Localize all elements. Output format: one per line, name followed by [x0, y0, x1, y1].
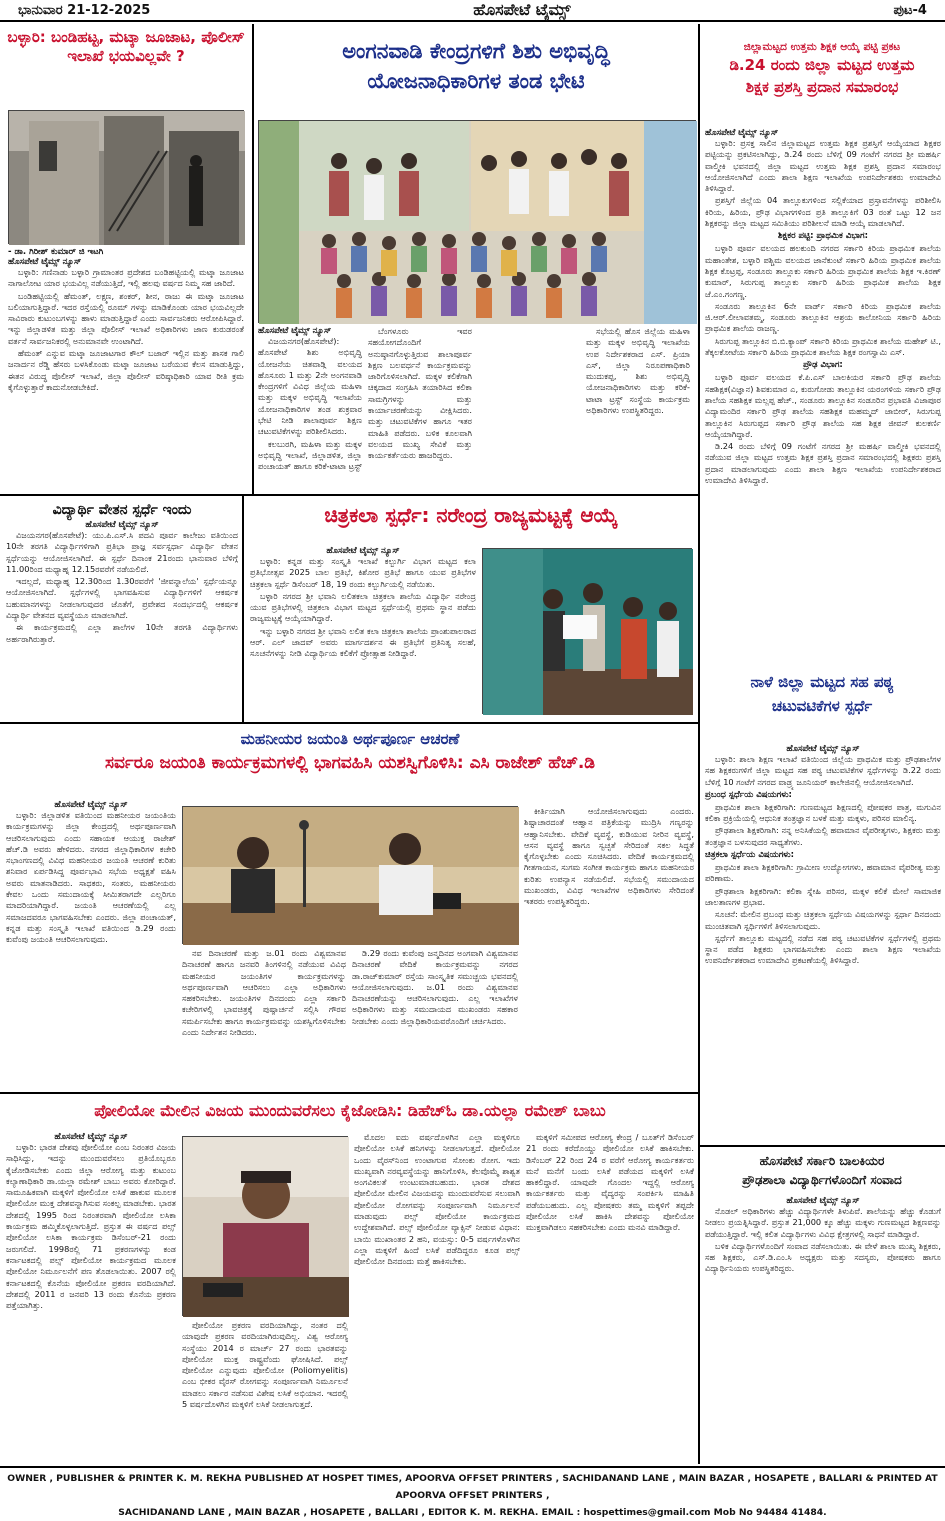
paragraph: ಸ್ಪರ್ಧೆಗೆ ತಾಲ್ಲೂಕು ಮಟ್ಟದಲ್ಲಿ ನಡೆದ ಸಹ ಪಠ್ಯ ಚಟುವಟಿಕೆಗಳ ಸ್ಪರ್ಧೆಗಳಲ್ಲಿ ಪ್ರಥಮ ಸ್ಥಾನ ಪಡೆದ ಶಿಕ್ಷಕರು ಭಾಗವಹಿಸಬೇಕು ಎಂದು ಶಾಲಾ ಶಿಕ್ಷಣ ಇಲಾಖೆಯ ಉಪನಿರ್ದೇಶಕರಾದ ಉಮಾದೇವಿ ಪ್ರಕಟಣೆಯಲ್ಲಿ ತಿಳಿಸಿದ್ದಾರೆ.: [705, 932, 941, 966]
scholarship-byline: ಹೊಸಪೇಟೆ ಟೈಮ್ಸ್ ನ್ಯೂಸ್: [85, 520, 159, 530]
paragraph: ಬಳ್ಳಾರಿ: ಶಾಲಾ ಶಿಕ್ಷಣ ಇಲಾಖೆ ವತಿಯಿಂದ ಜಿಲ್ಲೆಯ ಪ್ರಾಥಮಿಕ ಮತ್ತು ಪ್ರೌಢಶಾಲೆಗಳ ಸಹ ಶಿಕ್ಷಕರುಗಳಿಗೆ ಜಿಲ್ಲಾ ಮಟ್ಟದ ಸಹ ಪಠ್ಯ ಚಟುವಟಿಕೆಗಳ ಸ್ಪರ್ಧೆಗಳನ್ನು ಡಿ.22 ರಂದು ಬೆಳಿಗ್ಗೆ 10 ಗಂಟೆಗೆ ನಗರದ ವಾಡ್ರ್ಯ ಜೂನಿಯರ್ ಕಾಲೇಜಿನಲ್ಲಿ ಆಯೋಜಿಸಲಾಗಿದೆ.: [705, 754, 941, 787]
paragraph: ಪ್ರೌಢಶಾಲಾ ಶಿಕ್ಷಕರಿಗಾಗಿ: ನನ್ನ ಅನಿಸಿಕೆಯಲ್ಲಿ ಹವಾಮಾನ ವೈಪರೀತ್ಯಗಳು, ಶಿಕ್ಷಕರು ಮತ್ತು ತಂತ್ರಜ್ಞಾನ ಬಳಸುವುದರ ಸಾಧ್ಯತೆಗಳು.: [705, 825, 941, 847]
teacher-kicker: ಜಿಲ್ಲಾಮಟ್ಟದ ಉತ್ತಮ ಶಿಕ್ಷಕ ಆಯ್ಕೆ ಪಟ್ಟಿ ಪ್ರಕಟ: [743, 41, 901, 53]
paragraph: ಬಂಡಿಹಟ್ಟಿಯಲ್ಲಿ ಹೆಮಂತ್, ಲಕ್ಷ್ಮಣ, ಶಂಕರ್, ಶೀನ, ರಾಜು ಈ ಮಟ್ಕಾ ಜೂಜಾಟ ಬಲಿಯಾಗುತ್ತಿದ್ದಾರೆ. ಇದರ ರಸ್ತೆಯಲ್ಲಿ ರೂಮ್ ಗಳನ್ನು ಮಾಡಿಕೊಂಡು ಯಾರ ಭಯವಿಲ್ಲದೇ ಸಾವಿರಾರು ಕುಟುಂಬಗಳನ್ನು ಹಾಳು ಮಾಡುತ್ತಿದ್ದಾರೆ ಎಂದು ಸಾರ್ವಜನಿಕರು ಆರೋಪಿಸಿದ್ದಾರೆ. ಇನ್ನು ಜಿಲ್ಲಾಡಳಿತ ಮತ್ತು ಜಿಲ್ಲಾ ಪೊಲೀಸ್ ಇಲಾಖೆ ಅಧಿಕಾರಿಗಳು ಜಾಣ ಕುರುಡರಂತೆ ವರ್ತನೆ ಸಾರ್ವಜನಿಕರಲ್ಲಿ ಅನುಮಾನವೇ ಉಂಟಾಗಿದೆ.: [8, 290, 244, 346]
headline-line: ಅಂಗನವಾಡಿ ಕೇಂದ್ರಗಳಿಗೆ ಶಿಶು ಅಭಿವೃದ್ಧಿ: [342, 39, 610, 63]
paragraph: ಈ ಕಾರ್ಯಕ್ರಮದಲ್ಲಿ ಎಲ್ಲಾ ಶಾಲೆಗಳ 10ನೇ ತರಗತಿ ವಿದ್ಯಾರ್ಥಿಗಳು ಅರ್ಹರಾಗಿರುತ್ತಾರೆ.: [6, 622, 238, 644]
matka-body: [8, 267, 244, 393]
imprint-footer: [0, 1466, 945, 1518]
polio-col2: [182, 1320, 348, 1411]
paragraph: ಡಿ.29 ರಂದು ಕುವೆಂಪು ಜನ್ಮದಿನದ ಅಂಗವಾಗಿ ವಿಶ್ವಮಾನವ ದಿನಾಚರಣೆ ವೇದಿಕೆ ಕಾರ್ಯಕ್ರಮವನ್ನು ನಗರದ ಡಾ.ರಾಜ್‌ಕುಮಾರ್ ರಸ್ತೆಯ ಸಾಂಸ್ಕೃತಿಕ ಸಮುಚ್ಚಯ ಭವನದಲ್ಲಿ ಆಯೋಜಿಸಲಾಗುವುದು. ಜ.01 ರಂದು ವಿಶ್ವಮಾನವ ದಿನಾಚರಣೆಯನ್ನು ಆಚರಿಸಲಾಗುವುದು. ಎಲ್ಲ ಇಲಾಖೆಗಳ ಅಧಿಕಾರಿಗಳು ಮತ್ತು ಸಮುದಾಯದ ಮುಖಂಡರು ಸಹಕಾರ ನೀಡಬೇಕು ಎಂದು ಜಿಲ್ಲಾಧಿಕಾರಿಯವರೊಂದಿಗೆ ಚರ್ಚಿಸಿದರು.: [352, 948, 518, 1026]
column-rule: [252, 24, 254, 494]
group-photo: [259, 121, 697, 324]
co-curricular-header: [702, 670, 942, 718]
headline-line: ನಾಳೆ ಜಿಲ್ಲಾ ಮಟ್ಟದ ಸಹ ಪಠ್ಯ: [750, 673, 894, 691]
polio-photo: [182, 1136, 348, 1316]
building-photo: [9, 111, 245, 245]
art-award-photo: [482, 548, 692, 714]
subheading: ಪ್ರಬಂಧ ಸ್ಪರ್ಧೆಯ ವಿಷಯಗಳು:: [705, 789, 792, 800]
jayanti-kicker: ಮಹನೀಯರ ಜಯಂತಿ ಅರ್ಥಪೂರ್ಣ ಆಚರಣೆ: [240, 730, 460, 748]
subheading: ಪ್ರೌಢ ವಿಭಾಗ:: [803, 360, 843, 371]
jayanti-col3: [352, 948, 518, 1028]
matka-photo: [8, 110, 244, 244]
photo-credit: - ಡಾ. ಗಿರೀಶ್ ಕುಮಾರ್ ಜಿ ಇಟಗಿ: [8, 247, 104, 257]
headline-line: ಹೊಸಪೇಟೆ ಸರ್ಕಾರಿ ಬಾಲಕಿಯರ: [759, 1154, 885, 1168]
paragraph: ಸಂಡೂರು ತಾಲ್ಲೂಕಿನ 6ನೇ ವಾರ್ಡ್ ಸರ್ಕಾರಿ ಕಿರಿಯ ಪ್ರಾಥಮಿಕ ಶಾಲೆಯ ಜಿ.ಆರ್.ಲೀಲಾವತಮ್ಮ, ಸಂಡೂರು ತಾಲ್ಲೂಕಿನ ಆಶ್ರಯ ಕಾಲೋನಿಯ ಸರ್ಕಾರಿ ಹಿರಿಯ ಪ್ರಾಥಮಿಕ ಶಾಲೆಯ ರಾಜಣ್ಣ.: [705, 300, 941, 334]
girls-school-header: [702, 1152, 942, 1190]
column-rule: [242, 494, 244, 722]
section-rule: [0, 1092, 698, 1094]
headline-line: ಶಿಕ್ಷಕ ಪ್ರಶಸ್ತಿ ಪ್ರದಾನ ಸಮಾರಂಭ: [745, 78, 899, 96]
polio-headline: ಪೋಲಿಯೋ ಮೇಲಿನ ವಿಜಯ ಮುಂದುವರೆಸಲು ಕೈಜೋಡಿಸಿ: ಡಿಹೆಚ್‌ಓ ಡಾ.ಯಲ್ಲಾ ರಮೇಶ್ ಬಾಬು: [94, 1101, 606, 1120]
paragraph: ಬಳ್ಳಾರಿ ನಗರದ ಶ್ರೀ ಭವಾನಿ ಲಲಿತಕಲಾ ಚಿತ್ರಕಲಾ ಶಾಲೆಯ ವಿದ್ಯಾರ್ಥಿ ನರೇಂದ್ರ ಯುವ ಪ್ರತಿಭೆಗಳಲ್ಲಿ ಚಿತ್ರಕಲಾ ವಿಭಾಗ ಮಟ್ಟದ ಸ್ಪರ್ಧೆಯಲ್ಲಿ ಪ್ರಥಮ ಸ್ಥಾನ ಪಡೆದು ರಾಜ್ಯಮಟ್ಟಕ್ಕೆ ಆಯ್ಕೆಯಾಗಿದ್ದಾರೆ.: [250, 590, 476, 624]
headline-line: ಚಟುವಟಿಕೆಗಳ ಸ್ಪರ್ಧೆ: [771, 697, 873, 715]
matka-headline: ಬಳ್ಳಾರಿ: ಬಂಡಿಹಟ್ಟ, ಮಟ್ಕಾ ಜೂಜಾಟ, ಪೊಲೀಸ್ ಇಲಾಖೆ ಭಯವಿಲ್ಲವೇ ?: [7, 28, 245, 65]
paragraph: ನವ ದಿನಾಚರಣೆ ಮತ್ತು ಜ.01 ರಂದು ವಿಶ್ವಮಾನವ ದಿನಾಚರಣೆ ಹಾಗೂ ಜನವರಿ ತಿಂಗಳಿನಲ್ಲಿ ನಡೆಯುವ ವಿವಿಧ ಮಹನೀಯರ ಜಯಂತಿಗಳ ಕಾರ್ಯಕ್ರಮಗಳನ್ನು ಅರ್ಥಪೂರ್ಣವಾಗಿ ಆಚರಿಸಲು ಎಲ್ಲಾ ಅಧಿಕಾರಿಗಳು ಸಹಕರಿಸಬೇಕು. ಜಯಂತಿಗಳ ದಿನದಂದು ಎಲ್ಲಾ ಸರ್ಕಾರಿ ಕಚೇರಿಗಳಲ್ಲಿ ಭಾವಚಿತ್ರಕ್ಕೆ ಪುಷ್ಪಾರ್ಚನೆ ಸಲ್ಲಿಸಿ ಗೌರವ ಸಮರ್ಪಿಸಬೇಕು ಹಾಗೂ ಕಾರ್ಯಕ್ರಮವನ್ನು ಯಶಸ್ವಿಗೊಳಿಸಬೇಕು ಎಂದು ನಿರ್ದೇಶನ ನೀಡಿದರು.: [182, 948, 346, 1038]
paragraph: ನೊಡಲ್ ಅಧಿಕಾರಿಗಳು ಹೆಚ್ಚು ವಿದ್ಯಾರ್ಥಿಗಳೇ ತಿಳುಪಿವೆ. ಶಾಲೆಯನ್ನು ಹೆಚ್ಚು ಕೊಡುಗೆ ನೀಡಲು ಪ್ರಯತ್ನಿಸಿದ್ದಾರೆ. ಪ್ರಸ್ತುತ 21,000 ಕ್ಕೂ ಹೆಚ್ಚು ಮಕ್ಕಳು ಗುಣಮಟ್ಟದ ಶಿಕ್ಷಣವನ್ನು ಪಡೆಯುತ್ತಿದ್ದಾರೆ. ಇಲ್ಲಿ ಕಲಿತ ವಿದ್ಯಾರ್ಥಿಗಳು ವಿವಿಧ ಕ್ಷೇತ್ರಗಳಲ್ಲಿ ಸಾಧನೆ ಮಾಡಿದ್ದಾರೆ.: [705, 1206, 941, 1239]
meeting-photo: [183, 807, 519, 945]
paragraph: ಬಳ್ಳಾರಿ: ಜಿಲ್ಲಾಡಳಿತ ವತಿಯಿಂದ ಮಹನೀಯರ ಜಯಂತಿಯ ಕಾರ್ಯಕ್ರಮಗಳನ್ನು ಜಿಲ್ಲಾ ಕೇಂದ್ರದಲ್ಲಿ ಅರ್ಥಪೂರ್ಣವಾಗಿ ಆಚರಿಸಲಾಗುವುದು ಎಂದು ಸಹಾಯಕ ಆಯುಕ್ತ ರಾಜೇಶ್ ಹೆಚ್.ಡಿ ಅವರು ಹೇಳಿದರು. ನಗರದ ಜಿಲ್ಲಾಧಿಕಾರಿಗಳ ಕಚೇರಿ ಸಭಾಂಗಣದಲ್ಲಿ ವಿವಿಧ ಮಹನೀಯರ ಜಯಂತಿ ಆಚರಣೆ ಕುರಿತು ಶನಿವಾರ ಏರ್ಪಡಿಸಿದ್ದ ಪೂರ್ವಭಾವಿ ಸಭೆಯ ಅಧ್ಯಕ್ಷತೆ ವಹಿಸಿ ಅವರು ಮಾತನಾಡಿದರು. ಸಾಧಕರು, ಸಂತರು, ಮಹನೀಯರು ಕೇವಲ ಒಂದು ಸಮುದಾಯಕ್ಕೆ ಸೀಮಿತರಾಗದೇ ಎಲ್ಲರಿಗೂ ಮಾದರಿಯಾಗಿದ್ದಾರೆ. ಜಯಂತಿ ಆಚರಣೆಯಲ್ಲಿ ಎಲ್ಲ ಸಮಾಜದವರೂ ಭಾಗವಹಿಸಬೇಕು ಎಂದರು. ಜಿಲ್ಲಾ ಪಂಚಾಯತ್, ಕನ್ನಡ ಮತ್ತು ಸಂಸ್ಕೃತಿ ಇಲಾಖೆ ವತಿಯಿಂದ ಡಿ.29 ರಂದು ಕುವೆಂಪು ಜಯಂತಿ ಆಚರಿಸಲಾಗುವುದು.: [6, 810, 176, 945]
imprint-line: SACHIDANAND LANE , MAIN BAZAR , HOSAPETE , BALLARI , EDITOR K. M. REKHA. EMAIL : hospettimes@gmail.com Mob No 94484 41484.: [118, 1507, 827, 1518]
column-rule: [698, 24, 700, 1464]
masthead: [0, 0, 945, 22]
paragraph: ಸಿರುಗುಪ್ಪ ತಾಲ್ಲೂಕಿನ ಬಿ.ಬಿ.ಕ್ಯಾಂಪ್ ಸರ್ಕಾರಿ ಕಿರಿಯ ಪ್ರಾಥಮಿಕ ಶಾಲೆಯ ಮಹೇಶ್ ಟಿ., ತೆಕ್ಕಲಕೋಟೆಯ ಸರ್ಕಾರಿ ಹಿರಿಯ ಪ್ರಾಥಮಿಕ ಶಾಲೆಯ ಶಿಕ್ಷಕ ರಂಗಸ್ವಾಮಿ ಎಸ್.: [705, 335, 941, 358]
girls-school-body: [705, 1196, 941, 1276]
paragraph: ವಿಜಯನಗರ(ಹೊಸಪೇಟೆ): ಯು.ಪಿ.ಎಸ್.ಸಿ ಪದವಿ ಪೂರ್ವ ಕಾಲೇಜು ವತಿಯಿಂದ 10ನೇ ತರಗತಿ ವಿದ್ಯಾರ್ಥಿಗಳಿಗಾಗಿ ಪ್ರತಿಭಾ ಪ್ರಾಜ್ಞ ಸರ್ವಸ್ಪರ್ಧಾ ವಿದ್ಯಾರ್ಥಿ ವೇತನ ಸ್ಪರ್ಧೆಯನ್ನು ಆಯೋಜಿಸಲಾಗಿದೆ. ಈ ಸ್ಪರ್ಧೆ ದಿನಾಂಕ 21ರಂದು ಭಾನುವಾರ ಬೆಳಿಗ್ಗೆ 11.00ರಿಂದ ಮಧ್ಯಾಹ್ನ 12.15ರವರೆಗೆ ನಡೆಯಲಿದೆ.: [6, 530, 238, 574]
teacher-award-header: [702, 40, 942, 98]
anganwadi-body: [258, 326, 696, 474]
imprint-line: OWNER , PUBLISHER & PRINTER K. M. REKHA PUBLISHED AT HOSPET TIMES, APOORVA OFFSET PRINTERS , SACHIDANAND LANE , MAIN BAZAR , HOSAPETE , BALLARI & PRINTED AT APOORVA OFFSET PRINTERS ,: [7, 1473, 938, 1501]
subheading: ಶಿಕ್ಷಕರ ಪಟ್ಟಿ: ಪ್ರಾಥಮಿಕ ವಿಭಾಗ:: [777, 231, 869, 242]
paragraph: ಬೆಂಗಳೂರು ಇವರ ಸಹಯೋಗದೊಂದಿಗೆ ಅನುಷ್ಠಾನಗೊಳ್ಳುತ್ತಿರುವ ಶಾಲಾಪೂರ್ವ ಶಿಕ್ಷಣ ಬಲವರ್ಧನೆ ಕಾರ್ಯಕ್ರಮವನ್ನು ಜಾರಿಗೊಳಿಸಲಾಗಿದೆ. ಮಕ್ಕಳ ಕಲಿಕೆಗಾಗಿ ಚಿಕ್ಕದಾದ ಸಂಗ್ರಹಿಸಿ ತಯಾರಿಸಿದ ಕಲಿಕಾ ಸಾಮಗ್ರಿಗಳನ್ನು ಮತ್ತು ಕಾರ್ಯಾಚರಣೆಯನ್ನು ವೀಕ್ಷಿಸಿದರು. ಮತ್ತು ಚಟುವಟಿಕೆಗಳ ಹಾಗೂ ಇತರ ಮಾಹಿತಿ ಪಡೆದರು. ಬಳಿಕ ಕೂಲವಾಗಿ ವಲಯದ ಮುಖ್ಯ ಸೇವಿಕೆ ಮತ್ತು ಕಾರ್ಯಕರ್ತೆಯರು ಹಾಜರಿದ್ದರು.: [368, 326, 472, 461]
paragraph: ಮೊದಲ ಐದು ವರ್ಷದೊಳಗಿನ ಎಲ್ಲಾ ಮಕ್ಕಳಿಗೂ ಪೋಲಿಯೋ ಲಸಿಕೆ ಹನಿಗಳನ್ನು ನೀಡಲಾಗುತ್ತದೆ. ಪೋಲಿಯೋ ಒಂದು ವೈರಸ್‌ನಿಂದ ಉಂಟಾಗುವ ಸೋಂಕು ರೋಗ. ಇದು ಮುಖ್ಯವಾಗಿ ನರವ್ಯವಸ್ಥೆಯನ್ನು ಹಾನಿಗೊಳಿಸಿ, ಕೆಲವೊಮ್ಮೆ ಶಾಶ್ವತ ಅಂಗವಿಕಲತೆ ಉಂಟುಮಾಡಬಹುದು. ಭಾರತ ದೇಶದ ಪೋಲಿಯೋ ಮೇಲಿನ ವಿಜಯವನ್ನು ಮುಂದುವರೆಸುವ ಸಲುವಾಗಿ ಪೋಲಿಯೋ ರೋಗವನ್ನು ಸಂಪೂರ್ಣವಾಗಿ ನಿರ್ಮೂಲನೆ ಮಾಡುವುದು ಪಲ್ಸ್ ಪೋಲಿಯೋ ಕಾರ್ಯಕ್ರಮದ ಉದ್ದೇಶವಾಗಿದೆ. ಪಲ್ಸ್ ಪೋಲಿಯೋ ವ್ಯಾಕ್ಸಿನ್ ನೀಡುವ ವಿಧಾನ: ಬಾಯಿ ಮುಖಾಂತರ 2 ಹನಿ, ವಯಸ್ಸು: 0-5 ವರ್ಷಗಳೊಳಗಿನ ಎಲ್ಲಾ ಮಕ್ಕಳಿಗೆ ಹಿಂದೆ ಲಸಿಕೆ ಪಡೆದಿದ್ದರೂ ಕೂಡ ಪಲ್ಸ್ ಪೋಲಿಯೋ ದಿನದಂದು ಮತ್ತೆ ಹಾಕಿಸಬೇಕು.: [354, 1132, 520, 1267]
paragraph: ಡಿ.24 ರಂದು ಬೆಳಿಗ್ಗೆ 09 ಗಂಟೆಗೆ ನಗರದ ಶ್ರೀ ಮಹರ್ಷಿ ವಾಲ್ಮೀಕಿ ಭವನದಲ್ಲಿ ನಡೆಯುವ ಜಿಲ್ಲಾ ಮಟ್ಟದ ಉತ್ತಮ ಶಿಕ್ಷಕ ಪ್ರಶಸ್ತಿ ಪ್ರದಾನ ಸಮಾರಂಭದಲ್ಲಿ ಶಿಕ್ಷಕರು ಪ್ರಶಸ್ತಿ ಪ್ರದಾನ ಮಾಡಲಾಗುವುದು ಎಂದು ಶಾಲಾ ಶಿಕ್ಷಣ ಇಲಾಖೆಯ ಉಪನಿರ್ದೇಶಕರಾದ ಉಮಾದೇವಿ ತಿಳಿಸಿದ್ದಾರೆ.: [705, 441, 941, 486]
polio-header: [4, 1098, 696, 1124]
paragraph: ಇದಲ್ಲದೆ, ಮಧ್ಯಾಹ್ನ 12.30ರಿಂದ 1.30ರವರೆಗೆ 'ಜೀವನ್ನಾಲೆಯ' ಸ್ಪರ್ಧೆಯನ್ನೂ ಆಯೋಜಿಸಲಾಗಿದೆ. ಸ್ಪರ್ಧೆಗಳಲ್ಲಿ ಭಾಗವಹಿಸುವ ವಿದ್ಯಾರ್ಥಿಗಳಿಗೆ ಆಕರ್ಷಕ ಬಹುಮಾನಗಳನ್ನು ನೀಡಲಾಗುವುದರ ಜೊತೆಗೆ, ಪ್ರವೇಶದ ಸಂದರ್ಭದಲ್ಲಿ ಆಕರ್ಷಕ ವಿದ್ಯಾರ್ಥಿ ವೇತನದ ವ್ಯವಸ್ಥೆಯೂ ಮಾಡಲಾಗಿದೆ.: [6, 576, 238, 621]
issue-date: ಭಾನುವಾರ 21-12-2025: [18, 2, 151, 18]
paragraph: ಪ್ರಾಥಮಿಕ ಶಾಲಾ ಶಿಕ್ಷಕರಿಗಾಗಿ: ಗುಣಮಟ್ಟದ ಶಿಕ್ಷಣದಲ್ಲಿ ಪೋಷಕರ ಪಾತ್ರ, ಮಗುವಿನ ಕಲಿಕಾ ಪ್ರಕ್ರಿಯೆಯಲ್ಲಿ ಆಧುನಿಕ ತಂತ್ರಜ್ಞಾನ ಬಳಕೆ ಮತ್ತು ಮಕ್ಕಳು, ಪರಿಸರ ಮಾಲಿನ್ಯ.: [705, 801, 941, 824]
paragraph: ಪ್ರಶಸ್ತಿಗೆ ಜಿಲ್ಲೆಯ 04 ತಾಲ್ಲೂಕುಗಳಿಂದ ಸಲ್ಲಿಕೆಯಾದ ಪ್ರಸ್ತಾವನೆಗಳನ್ನು ಪರಿಶೀಲಿಸಿ ಕಿರಿಯ, ಹಿರಿಯ, ಪ್ರೌಢ ವಿಭಾಗಗಳಿಂದ ಪ್ರತಿ ತಾಲ್ಲೂಕಿಗೆ 03 ರಂತೆ ಒಟ್ಟು 12 ಜನ ಶಿಕ್ಷಕರನ್ನು ಜಿಲ್ಲಾ ಮಟ್ಟದ ಸಮಿತಿಯು ಪರಿಶೀಲನೆ ಮಾಡಿ ಆಯ್ಕೆ ಮಾಡಲಾಗಿದೆ.: [705, 195, 941, 229]
officer-photo: [183, 1137, 349, 1317]
paragraph: ಸಭೆಯಲ್ಲಿ ಹೊಸ ಜಿಲ್ಲೆಯ ಮಹಿಳಾ ಮತ್ತು ಮಕ್ಕಳ ಅಭಿವೃದ್ಧಿ ಇಲಾಖೆಯ ಉಪ ನಿರ್ದೇಶಕರಾದ ಎಸ್. ಪ್ರಿಯಾ ಎಸ್, ಜಿಲ್ಲಾ ನಿರೂಪಣಾಧಿಕಾರಿ ಮುದುಕಪ್ಪ, ಶಿಶು ಅಭಿವೃದ್ಧಿ ಯೋಜನಾಧಿಕಾರಿಗಳು ಮತ್ತು ಕರಿಕೆ-ಟಾಟಾ ಟ್ರಸ್ಟ್ ಸಂಸ್ಥೆಯ ಕಾರ್ಯಕ್ರಮ ಅಧಿಕಾರಿಗಳು ಉಪಸ್ಥಿತರಿದ್ದರು.: [586, 326, 690, 416]
art-story-body: [250, 546, 476, 661]
paragraph: ಬಳಿಕ ವಿದ್ಯಾರ್ಥಿಗಳೊಂದಿಗೆ ಸಂವಾದ ನಡೆಸಲಾಯಿತು. ಈ ವೇಳೆ ಶಾಲಾ ಮುಖ್ಯ ಶಿಕ್ಷಕರು, ಸಹ ಶಿಕ್ಷಕರು, ಎಸ್.ಡಿ.ಎಂ.ಸಿ ಅಧ್ಯಕ್ಷರು ಮತ್ತು ಸದಸ್ಯರು, ಪೋಷಕರು ಹಾಗೂ ವಿದ್ಯಾರ್ಥಿನಿಯರು ಉಪಸ್ಥಿತರಿದ್ದರು.: [705, 1240, 941, 1274]
paragraph: ಬಳ್ಳಾರಿ ಪೂರ್ವ ವಲಯದ ಹಲಕುಂದಿ ನಗರದ ಸರ್ಕಾರಿ ಕಿರಿಯ ಪ್ರಾಥಮಿಕ ಶಾಲೆಯ ಮಹಾಂತೇಶ, ಬಳ್ಳಾರಿ ಪಶ್ಚಿಮ ವಲಯದ ಜಾನೆಕುಂಟೆ ಸರ್ಕಾರಿ ಹಿರಿಯ ಪ್ರಾಥಮಿಕ ಶಾಲೆಯ ಶಿಕ್ಷಕ ಕೊಟ್ರಪ್ಪ, ಸಂಡೂರು ತಾಲ್ಲೂಕು ಸರ್ಕಾರಿ ಹಿರಿಯ ಪ್ರಾಥಮಿಕ ಶಾಲೆಯ ಶಿಕ್ಷಕ ಇ.ಕಿರಣ್ ಕುಮಾರ್, ಸಿರುಗುಪ್ಪ ತಾಲ್ಲೂಕು ಸರ್ಕಾರಿ ಹಿರಿಯ ಪ್ರಾಥಮಿಕ ಶಾಲೆಯ ಶಿಕ್ಷಕ ಜೆ.ಎಂ.ಗಂಗಣ್ಣ.: [705, 243, 941, 299]
headline-line: ಡಿ.24 ರಂದು ಜಿಲ್ಲಾ ಮಟ್ಟದ ಉತ್ತಮ: [729, 56, 915, 74]
co-curricular-byline: ಹೊಸಪೇಟೆ ಟೈಮ್ಸ್ ನ್ಯೂಸ್: [786, 744, 860, 754]
jayanti-headline: ಸರ್ವರೂ ಜಯಂತಿ ಕಾರ್ಯಕ್ರಮಗಳಲ್ಲಿ ಭಾಗವಹಿಸಿ ಯಶಸ್ವಿಗೊಳಿಸಿ: ಎಸಿ ರಾಜೇಶ್ ಹೆಚ್.ಡಿ: [104, 753, 595, 773]
newspaper-title: ಹೊಸಪೇಟೆ ಟೈಮ್ಸ್: [473, 0, 571, 19]
paragraph: ಬಳ್ಳಾರಿ ಪೂರ್ವ ವಲಯದ ಕೆ.ಪಿ.ಎಸ್ ಬಾಲಕಿಯರ ಸರ್ಕಾರಿ ಪ್ರೌಢ ಶಾಲೆಯ ಸಹಶಿಕ್ಷಕ(ವಿಜ್ಞಾನ) ಶಿವಕುಮಾರ ಎ, ಕುರುಗೋಡು ತಾಲ್ಲೂಕಿನ ಯರಂಗಳಿಯ ಸರ್ಕಾರಿ ಪ್ರೌಢ ಶಾಲೆಯ ಸಹಶಿಕ್ಷಕ ಮಲ್ಲಪ್ಪ ಹೆಚ್., ಸಂಡೂರು ತಾಲ್ಲೂಕಿನ ಸಂಡೂರಿನ ಪ್ರಭಾವತಿ ವಿಜಾಪೂರ ವಿದ್ಯಾಮಂದಿರ ಸರ್ಕಾರಿ ಪ್ರೌಢ ಶಾಲೆಯ ಸಹಶಿಕ್ಷಕ ಮಹಮ್ಮದ್ ಜಾಬೀರ್, ಸಿರುಗುಪ್ಪ ತಾಲ್ಲೂಕಿನ ಸಿರುಗುಪ್ಪದ ಸರ್ಕಾರಿ ಪ್ರೌಢ ಶಾಲೆಯ ಸಹ ಶಿಕ್ಷಕ ಜೀವನ್ ಕುಲಕರ್ಣಿ ಆಯ್ಕೆಯಾಗಿದ್ದಾರೆ.: [705, 372, 941, 439]
paragraph: ಬಳ್ಳಾರಿ: ಕನ್ನಡ ಮತ್ತು ಸಂಸ್ಕೃತಿ ಇಲಾಖೆ ಕಲ್ಬುರ್ಗಿ ವಿಭಾಗ ಮಟ್ಟದ ಕಲಾ ಪ್ರತಿಭೋತ್ಸವ 2025 ಬಾಲ ಪ್ರತಿಭೆ, ಕಿಶೋರ ಪ್ರತಿಭೆ ಹಾಗೂ ಯುವ ಪ್ರತಿಭೆಗಳ ಚಿತ್ರಕಲಾ ಸ್ಪರ್ಧೆ ಡಿಸೆಂಬರ್ 18, 19 ರಂದು ಕಲ್ಬುರ್ಗಿಯಲ್ಲಿ ನಡೆಯಿತು.: [250, 556, 476, 589]
polio-col4: [526, 1132, 694, 1235]
paragraph: ಸೂಚನೆ: ಮೇಲಿನ ಪ್ರಬಂಧ ಮತ್ತು ಚಿತ್ರಕಲಾ ಸ್ಪರ್ಧೆಯ ವಿಷಯಗಳನ್ನು ಸ್ಪರ್ಧಾ ದಿನದಂದು ಮುಂಚಿತವಾಗಿ ಸ್ಪರ್ಧಿಗಳಿಗೆ ತಿಳಿಸಲಾಗುವುದು.: [705, 909, 941, 931]
art-byline: ಹೊಸಪೇಟೆ ಟೈಮ್ಸ್ ನ್ಯೂಸ್: [326, 546, 400, 556]
paragraph: ಇನ್ನು ಬಳ್ಳಾರಿ ನಗರದ ಶ್ರೀ ಭವಾನಿ ಲಲಿತ ಕಲಾ ಚಿತ್ರಕಲಾ ಶಾಲೆಯ ಪ್ರಾಂಶುಪಾಲರಾದ ಆರ್. ಎಲ್ ಜಾದವ್ ಅವರು ಮಾರ್ಗದರ್ಶನ ಈ ಪ್ರತಿಭೆಗೆ ಪ್ರತಿನಿತ್ಯ ಸಲಹೆ, ಸೂಚನೆಗಳನ್ನು ನೀಡಿ ವಿದ್ಯಾರ್ಥಿಯ ಕಲಿಕೆಗೆ ಪ್ರೋತ್ಸಾಹ ನೀಡಿದ್ದಾರೆ.: [250, 625, 476, 659]
paragraph: ಕೀರ್ತಿಯಾಗಿ ಆಯೋಜಿಸಲಾಗುವುದು ಎಂದರು. ಶಿಷ್ಟಾಚಾರದಂತೆ ಆಹ್ವಾನ ಪತ್ರಿಕೆಯನ್ನು ಮುದ್ರಿಸಿ ಗಣ್ಯರನ್ನು ಆಹ್ವಾನಿಸಬೇಕು. ವೇದಿಕೆ ವ್ಯವಸ್ಥೆ, ಕುಡಿಯುವ ನೀರಿನ ವ್ಯವಸ್ಥೆ, ಆಸನ ವ್ಯವಸ್ಥೆ ಹಾಗೂ ಸ್ವಚ್ಛತೆ ಸೇರಿದಂತೆ ಸಕಲ ಸಿದ್ಧತೆ ಕೈಗೊಳ್ಳಬೇಕು ಎಂದು ಸೂಚಿಸಿದರು. ವೇದಿಕೆ ಕಾರ್ಯಕ್ರಮದಲ್ಲಿ ಗೀತಗಾಯನ, ಸುಗಮ ಸಂಗೀತ ಕಾರ್ಯಕ್ರಮ ಹಾಗೂ ಮಹನೀಯರ ಕುರಿತು ಉಪನ್ಯಾಸ ನಡೆಯಲಿದೆ. ಸಭೆಯಲ್ಲಿ ಸಮುದಾಯದ ಮುಖಂಡರು, ವಿವಿಧ ಇಲಾಖೆಗಳ ಅಧಿಕಾರಿಗಳು ಸೇರಿದಂತೆ ಇತರರು ಉಪಸ್ಥಿತರಿದ್ದರು.: [524, 806, 694, 907]
teacher-byline: ಹೊಸಪೇಟೆ ಟೈಮ್ಸ್ ನ್ಯೂಸ್: [705, 128, 779, 138]
paragraph: ವಿಜಯನಗರ(ಹೊಸಪೇಟೆ): ಹೊಸಪೇಟೆ ಶಿಶು ಅಭಿವೃದ್ಧಿ ಯೋಜನೆಯ ಚಿತವಾಡ್ಗಿ ವಲಯದ ಹೊಸೂರು 1 ಮತ್ತು 2ನೇ ಅಂಗನವಾಡಿ ಕೇಂದ್ರಗಳಿಗೆ ವಿವಿಧ ಜಿಲ್ಲೆಯ ಮಹಿಳಾ ಮತ್ತು ಮಕ್ಕಳ ಅಭಿವೃದ್ಧಿ ಇಲಾಖೆಯ ಯೋಜನಾಧಿಕಾರಿಗಳ ತಂಡ ಶುಕ್ರವಾರ ಭೇಟಿ ನೀಡಿ ಶಾಲಾಪೂರ್ವ ಶಿಕ್ಷಣ ಚಟುವಟಿಕೆಗಳನ್ನು ಪರಿಶೀಲಿಸಿದರು.: [258, 336, 362, 437]
paragraph: ಪ್ರೌಢಶಾಲಾ ಶಿಕ್ಷಕರಿಗಾಗಿ: ಕಲಿಕಾ ಸ್ನೇಹಿ ಪರಿಸರ, ಮಕ್ಕಳ ಕಲಿಕೆ ಮೇಲೆ ಸಾಮಾಜಿಕ ಜಾಲತಾಣಗಳ ಪ್ರಭಾವ.: [705, 885, 941, 907]
jayanti-col1: [6, 800, 176, 947]
paragraph: ಬಳ್ಳಾರಿ: ಗಣಿನಾಡು ಬಳ್ಳಾರಿ ಗ್ರಾಮಾಂತರ ಪ್ರದೇಶದ ಬಂಡಿಹಟ್ಟಿಯಲ್ಲಿ ಮಟ್ಕಾ ಜೂಜಾಟ ನಾಗಾಲೋಟ ಯಾರ ಭಯವಿಲ್ಲ ನಡೆಯುತ್ತಿದೆ, ಇಲ್ಲಿ ಹಲವು ವರ್ಷದ ನಿಮ್ಮ ಸಹ ಜಾರಿದೆ.: [8, 267, 244, 289]
art-headline: ಚಿತ್ರಕಲಾ ಸ್ಪರ್ಧೆ: ನರೇಂದ್ರ ರಾಜ್ಯಮಟ್ಟಕ್ಕೆ ಆಯ್ಕೆ: [324, 503, 618, 527]
paragraph: ಬಳ್ಳಾರಿ: ಪ್ರಸಕ್ತ ಸಾಲಿನ ಜಿಲ್ಲಾಮಟ್ಟದ ಉತ್ತಮ ಶಿಕ್ಷಕ ಪ್ರಶಸ್ತಿಗೆ ಆಯ್ಕೆಯಾದ ಶಿಕ್ಷಕರ ಪಟ್ಟಿಯನ್ನು ಪ್ರಕಟಿಸಲಾಗಿದ್ದು, ಡಿ.24 ರಂದು ಬೆಳಿಗ್ಗೆ 09 ಗಂಟೆಗೆ ನಗರದ ಶ್ರೀ ಮಹರ್ಷಿ ವಾಲ್ಮೀಕಿ ಭವನದಲ್ಲಿ ಜಿಲ್ಲಾ ಮಟ್ಟದ ಉತ್ತಮ ಶಿಕ್ಷಕ ಪ್ರಶಸ್ತಿ ಪ್ರದಾನ ಸಮಾರಂಭ ಆಯೋಜಿಸಲಾಗಿದೆ ಎಂದು ಶಾಲಾ ಶಿಕ್ಷಣ ಇಲಾಖೆಯ ಉಪನಿರ್ದೇಶಕರು ಉಮಾದೇವಿ ತಿಳಿಸಿದ್ದಾರೆ.: [705, 138, 941, 194]
page-number: ಪುಟ-4: [893, 2, 927, 18]
paragraph: ಮಕ್ಕಳಿಗೆ ಸಮೀಪದ ಆರೋಗ್ಯ ಕೇಂದ್ರ / ಬೂತ್‌ಗೆ ಡಿಸೆಂಬರ್ 21 ರಂದು ಕರೆದೊಯ್ದು ಪೋಲಿಯೋ ಲಸಿಕೆ ಹಾಕಿಸಬೇಕು. ಡಿಸೆಂಬರ್ 22 ರಿಂದ 24 ರ ವರೆಗೆ ಆರೋಗ್ಯ ಕಾರ್ಯಕರ್ತರು ಮನೆ ಮನೆಗೆ ಬಂದು ಲಸಿಕೆ ಪಡೆಯದ ಮಕ್ಕಳಿಗೆ ಲಸಿಕೆ ಹಾಕಲಿದ್ದಾರೆ. ಯಾವುದೇ ಗೊಂದಲ ಇದ್ದಲ್ಲಿ ಆರೋಗ್ಯ ಕಾರ್ಯಕರ್ತರು ಮತ್ತು ವೈದ್ಯರನ್ನು ಸಂಪರ್ಕಿಸಿ ಮಾಹಿತಿ ಪಡೆಯಬಹುದು. ಎಲ್ಲ ಪೋಷಕರು ತಮ್ಮ ಮಕ್ಕಳಿಗೆ ತಪ್ಪದೇ ಪೋಲಿಯೋ ಲಸಿಕೆ ಹಾಕಿಸಿ ದೇಶವನ್ನು ಪೋಲಿಯೋ ಮುಕ್ತವಾಗಿಡಲು ಸಹಕರಿಸಬೇಕು ಎಂದು ಮನವಿ ಮಾಡಿದ್ದಾರೆ.: [526, 1132, 694, 1233]
scholarship-story: [6, 500, 238, 646]
polio-col1: [6, 1132, 176, 1312]
anganwadi-photo: [258, 120, 696, 323]
paragraph: ಕಲಬುರಗಿ, ಮಹಿಳಾ ಮತ್ತು ಮಕ್ಕಳ ಅಭಿವೃದ್ಧಿ ಇಲಾಖೆ, ಜಿಲ್ಲಾಡಳಿತ, ಜಿಲ್ಲಾ ಪಂಚಾಯತ್ ಹಾಗೂ ಕರಿಕೆ-ಟಾಟಾ ಟ್ರಸ್ಟ್: [258, 438, 362, 472]
jayanti-byline: ಹೊಸಪೇಟೆ ಟೈಮ್ಸ್ ನ್ಯೂಸ್: [54, 800, 128, 810]
headline-line: ಪ್ರೌಢಶಾಲಾ ವಿದ್ಯಾರ್ಥಿಗಳೊಂದಿಗೆ ಸಂವಾದ: [742, 1173, 902, 1187]
paragraph: ಪ್ರಾಥಮಿಕ ಶಾಲಾ ಶಿಕ್ಷಕರಿಗಾಗಿ: ಗ್ರಾಮೀಣ ಉದ್ಯೋಗಗಳು, ಹವಾಮಾನ ವೈಪರೀತ್ಯ ಮತ್ತು ಪರಿಣಾಮ.: [705, 862, 941, 884]
polio-byline: ಹೊಸಪೇಟೆ ಟೈಮ್ಸ್ ನ್ಯೂಸ್: [54, 1132, 128, 1142]
jayanti-col4: [524, 806, 694, 909]
section-rule: [700, 1145, 945, 1147]
scholarship-headline: ವಿದ್ಯಾರ್ಥಿ ವೇತನ ಸ್ಪರ್ಧೆ ಇಂದು: [52, 502, 192, 518]
co-curricular-body: [705, 744, 941, 968]
award-ceremony-photo: [483, 549, 693, 715]
headline-line: ಯೋಜನಾಧಿಕಾರಿಗಳ ತಂಡ ಭೇಟಿ: [367, 69, 585, 93]
anganwadi-headline: [256, 36, 696, 96]
teacher-award-body: [705, 128, 941, 487]
art-headline-box: [246, 500, 696, 530]
matka-story: [6, 28, 246, 66]
polio-col3: [354, 1132, 520, 1269]
paragraph: ಬಳ್ಳಾರಿ: ಭಾರತ ದೇಶವು ಪೋಲಿಯೋ ಎಂಬ ನಿರಂತರ ವಿಜಯ ಸಾಧಿಸಿದ್ದು, ಇದನ್ನು ಮುಂದುವರೆಸಲು ಪ್ರತಿಯೊಬ್ಬರೂ ಕೈಜೋಡಿಸಬೇಕು ಎಂದು ಜಿಲ್ಲಾ ಆರೋಗ್ಯ ಮತ್ತು ಕುಟುಂಬ ಕಲ್ಯಾಣಾಧಿಕಾರಿ ಡಾ.ಯಲ್ಲಾ ರಮೇಶ್ ಬಾಬು ಅವರು ಕೋರಿದ್ದಾರೆ. ಸಾಮೂಹಿಕವಾಗಿ ಮಕ್ಕಳಿಗೆ ಪೋಲಿಯೋ ಲಸಿಕೆ ಹಾಕುವ ಮೂಲಕ ಪೋಲಿಯೋ ಮುಕ್ತ ದೇಶವನ್ನಾಗಿಸುವ ಸಂಕಲ್ಪ ಮಾಡಬೇಕು. ಭಾರತ ದೇಶದಲ್ಲಿ 1995 ರಿಂದ ನಿರಂತರವಾಗಿ ಪೋಲಿಯೋ ಲಸಿಕಾ ಕಾರ್ಯಕ್ರಮ ಹಮ್ಮಿಕೊಳ್ಳಲಾಗುತ್ತಿದೆ. ಪ್ರಸ್ತುತ ಈ ವರ್ಷದ ಪಲ್ಸ್ ಪೋಲಿಯೋ ಲಸಿಕಾ ಕಾರ್ಯಕ್ರಮ ಡಿಸೆಂಬರ್-21 ರಂದು ಜರುಗಲಿದೆ. 1998ರಲ್ಲಿ 71 ಪ್ರಕರಣಗಳನ್ನು ಕಂಡ ಕರ್ನಾಟಕದಲ್ಲಿ ಪಲ್ಸ್ ಪೋಲಿಯೋ ಕಾರ್ಯಕ್ರಮದ ಮೂಲಕ ಪೋಲಿಯೋ ನಿರ್ಮೂಲನೆಗೆ ಪಣ ತೊಡಲಾಯಿತು. 2007 ರಲ್ಲಿ ಕರ್ನಾಟಕದಲ್ಲಿ ಕೊನೆಯ ಪೋಲಿಯೋ ಪ್ರಕರಣ ವರದಿಯಾಗಿದೆ. ದೇಶದಲ್ಲಿ 2011 ರ ಜನವರಿ 13 ರಂದು ಕೊನೆಯ ಪ್ರಕರಣ ಪತ್ತೆಯಾಗಿತ್ತು.: [6, 1142, 176, 1311]
subheading: ಚಿತ್ರಕಲಾ ಸ್ಪರ್ಧೆಯ ವಿಷಯಗಳು:: [705, 850, 795, 861]
matka-byline: ಹೊಸಪೇಟೆ ಟೈಮ್ಸ್ ನ್ಯೂಸ್: [8, 257, 82, 267]
paragraph: ಹೆಮಂತ್ ಎನ್ನುವ ಮಟ್ಕಾ ಜೂಜಾಟಗಾರ ಕೌಲ್ ಬಜಾರ್ ಇಲ್ಲಿನ ಮತ್ತು ಶಾಸಕ ಗಾಲಿ ಜನಾರ್ದನ ರೆಡ್ಡಿ ಹೆಸರು ಬಳಸಿಕೊಂಡು ಮಟ್ಕಾ ಜೂಜಾಟ ಬರೆಯುವ ಕೆಲಸ ಮಾಡುತ್ತಿದ್ದು, ಈತನ ವಿರುದ್ಧ ಪೊಲೀಸ್ ಇಲಾಖೆ, ಜಿಲ್ಲಾ ಪೊಲೀಸ್ ವರಿಷ್ಠಾಧಿಕಾರಿ ಯಾವ ರೀತಿ ಕ್ರಮ ಕೈಗೊಳ್ಳುತ್ತಾರೆ ಕಾದುನೋಡಬೇಕಿದೆ.: [8, 348, 244, 392]
anganwadi-byline: ಹೊಸಪೇಟೆ ಟೈಮ್ಸ್ ನ್ಯೂಸ್: [258, 326, 332, 336]
jayanti-col2: [182, 948, 346, 1039]
section-rule: [0, 494, 698, 496]
section-rule: [0, 722, 698, 724]
paragraph: ಪೋಲಿಯೋ ಪ್ರಕರಣ ವರದಿಯಾಗಿದ್ದು, ನಂತರ ದಲ್ಲಿ ಯಾವುದೇ ಪ್ರಕರಣ ವರದಿಯಾಗಿರುವುದಿಲ್ಲ. ವಿಶ್ವ ಆರೋಗ್ಯ ಸಂಸ್ಥೆಯು 2014 ರ ಮಾರ್ಚ್ 27 ರಂದು ಭಾರತವನ್ನು ಪೋಲಿಯೋ ಮುಕ್ತ ರಾಷ್ಟ್ರವೆಂದು ಘೋಷಿಸಿದೆ. ಪಲ್ಸ್ ಪೋಲಿಯೋ ಎನ್ನುವುದು ಪೋಲಿಯೋ (Poliomyelitis) ಎಂಬ ಭೀಕರ ವೈರಸ್ ರೋಗವನ್ನು ಸಂಪೂರ್ಣವಾಗಿ ನಿರ್ಮೂಲನೆ ಮಾಡಲು ಸರ್ಕಾರ ನಡೆಸುವ ವಿಶೇಷ ಲಸಿಕೆ ಅಭಿಯಾನ. ಇದರಲ್ಲಿ 5 ವರ್ಷದೊಳಗಿನ ಮಕ್ಕಳಿಗೆ ಲಸಿಕೆ ನೀಡಲಾಗುತ್ತದೆ.: [182, 1320, 348, 1410]
jayanti-photo: [182, 806, 518, 944]
girls-school-byline: ಹೊಸಪೇಟೆ ಟೈಮ್ಸ್ ನ್ಯೂಸ್: [786, 1196, 860, 1206]
jayanti-header: [4, 728, 696, 776]
